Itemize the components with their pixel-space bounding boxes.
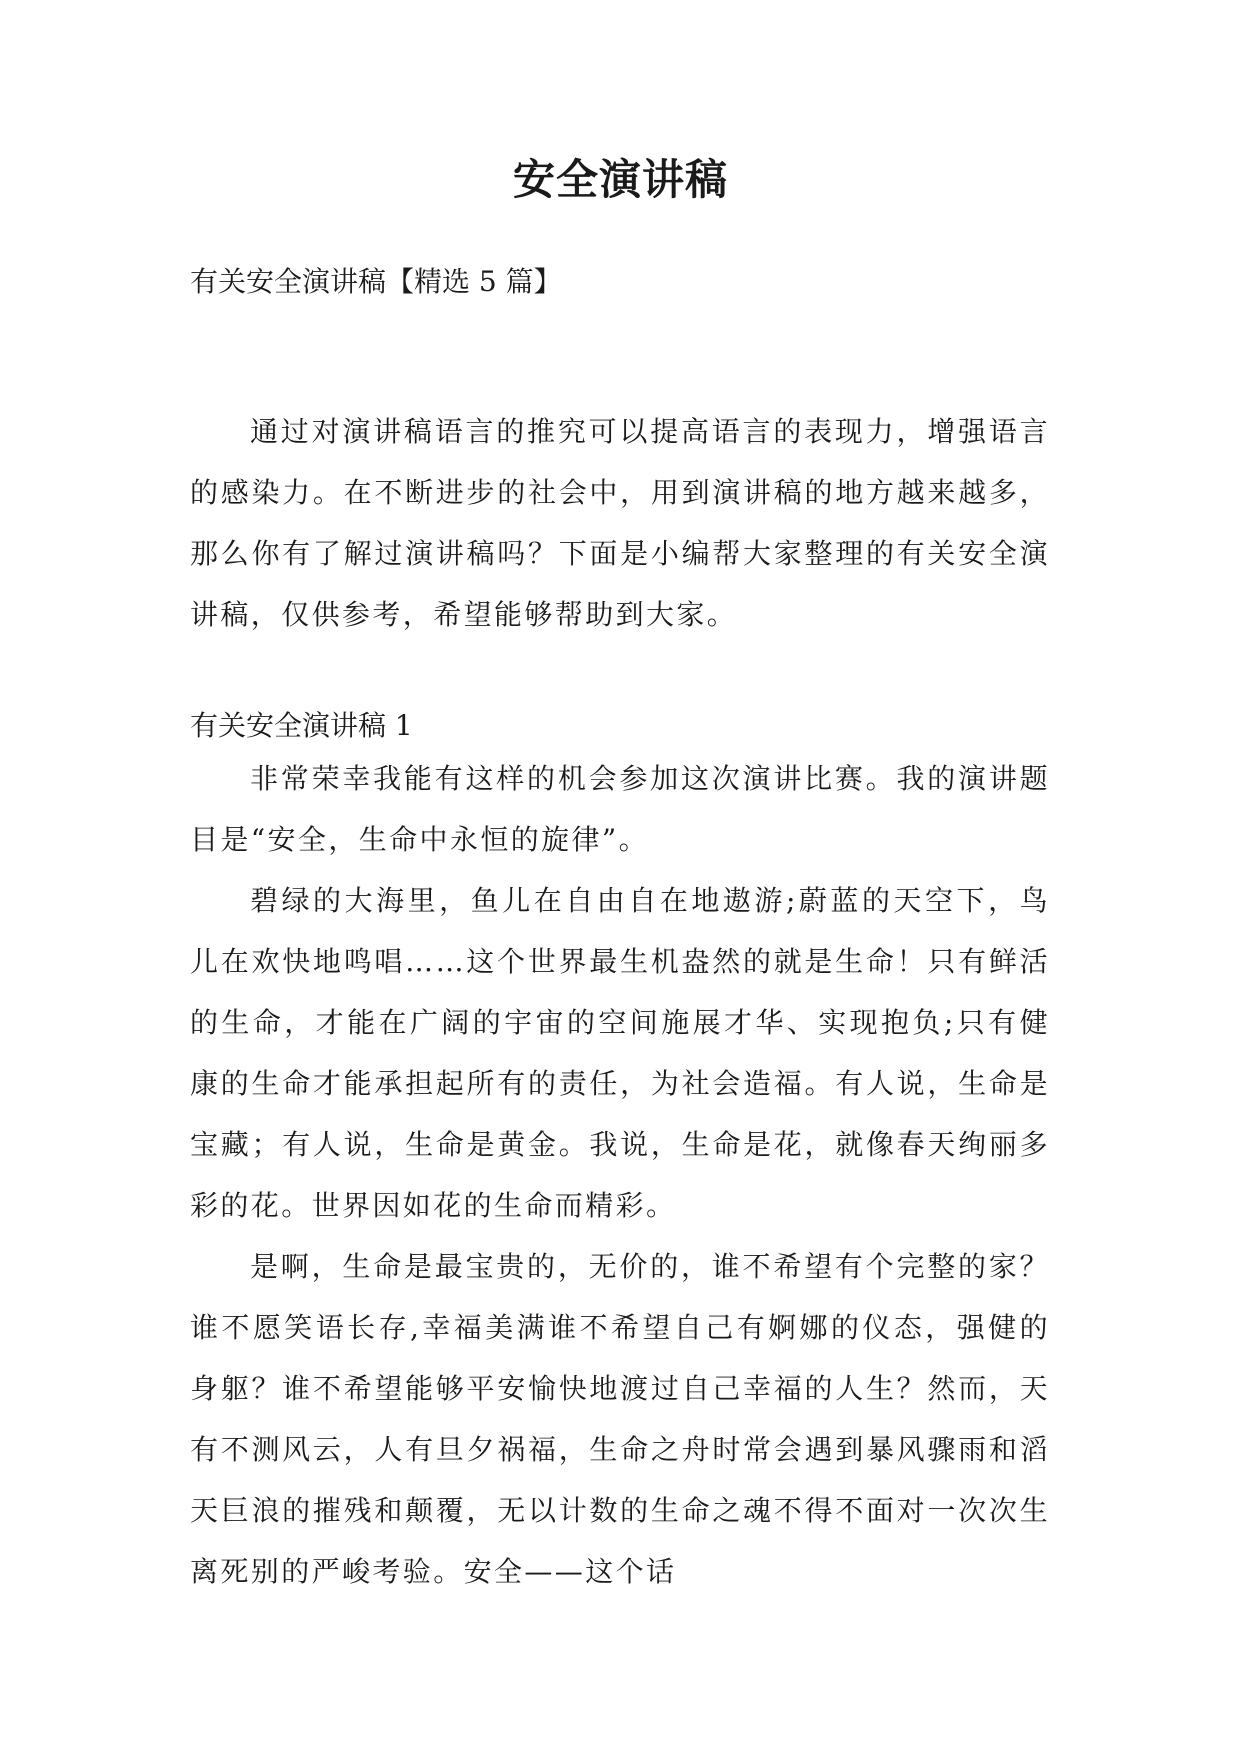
- intro-paragraph: 通过对演讲稿语言的推究可以提高语言的表现力，增强语言的感染力。在不断进步的社会中，用到演讲稿的地方越来越多，那么你有了解过演讲稿吗？下面是小编帮大家整理的有关安全演讲稿，仅供参考，希望能够帮助到大家。: [190, 415, 1050, 631]
- section-heading: 有关安全演讲稿 1: [190, 709, 413, 742]
- body-paragraph: 碧绿的大海里，鱼儿在自由自在地遨游;蔚蓝的天空下，鸟儿在欢快地鸣唱……这个世界最生机盎然的就是生命！只有鲜活的生命，才能在广阔的宇宙的空间施展才华、实现抱负;只有健康的生命才能承担起所有的责任，为社会造福。有人说，生命是宝藏；有人说，生命是黄金。我说，生命是花，就像春天绚丽多彩的花。世界因如花的生命而精彩。: [190, 884, 1050, 1222]
- body-paragraph: 非常荣幸我能有这样的机会参加这次演讲比赛。我的演讲题目是“安全，生命中永恒的旋律”。: [190, 762, 1050, 856]
- intro-block: [190, 401, 1050, 645]
- body-text: [190, 748, 1050, 1602]
- document-title: 安全演讲稿: [512, 155, 728, 204]
- body-paragraph: 是啊，生命是最宝贵的，无价的，谁不希望有个完整的家？谁不愿笑语长存,幸福美满谁不希望自己有婀娜的仪态，强健的身躯？谁不希望能够平安愉快地渡过自己幸福的人生？然而，天有不测风云，人有旦夕祸福，生命之舟时常会遇到暴风骤雨和滔天巨浪的摧残和颠覆，无以计数的生命之魂不得不面对一次次生离死别的严峻考验。安全——这个话: [190, 1250, 1050, 1588]
- document-subtitle: 有关安全演讲稿【精选 5 篇】: [190, 265, 562, 298]
